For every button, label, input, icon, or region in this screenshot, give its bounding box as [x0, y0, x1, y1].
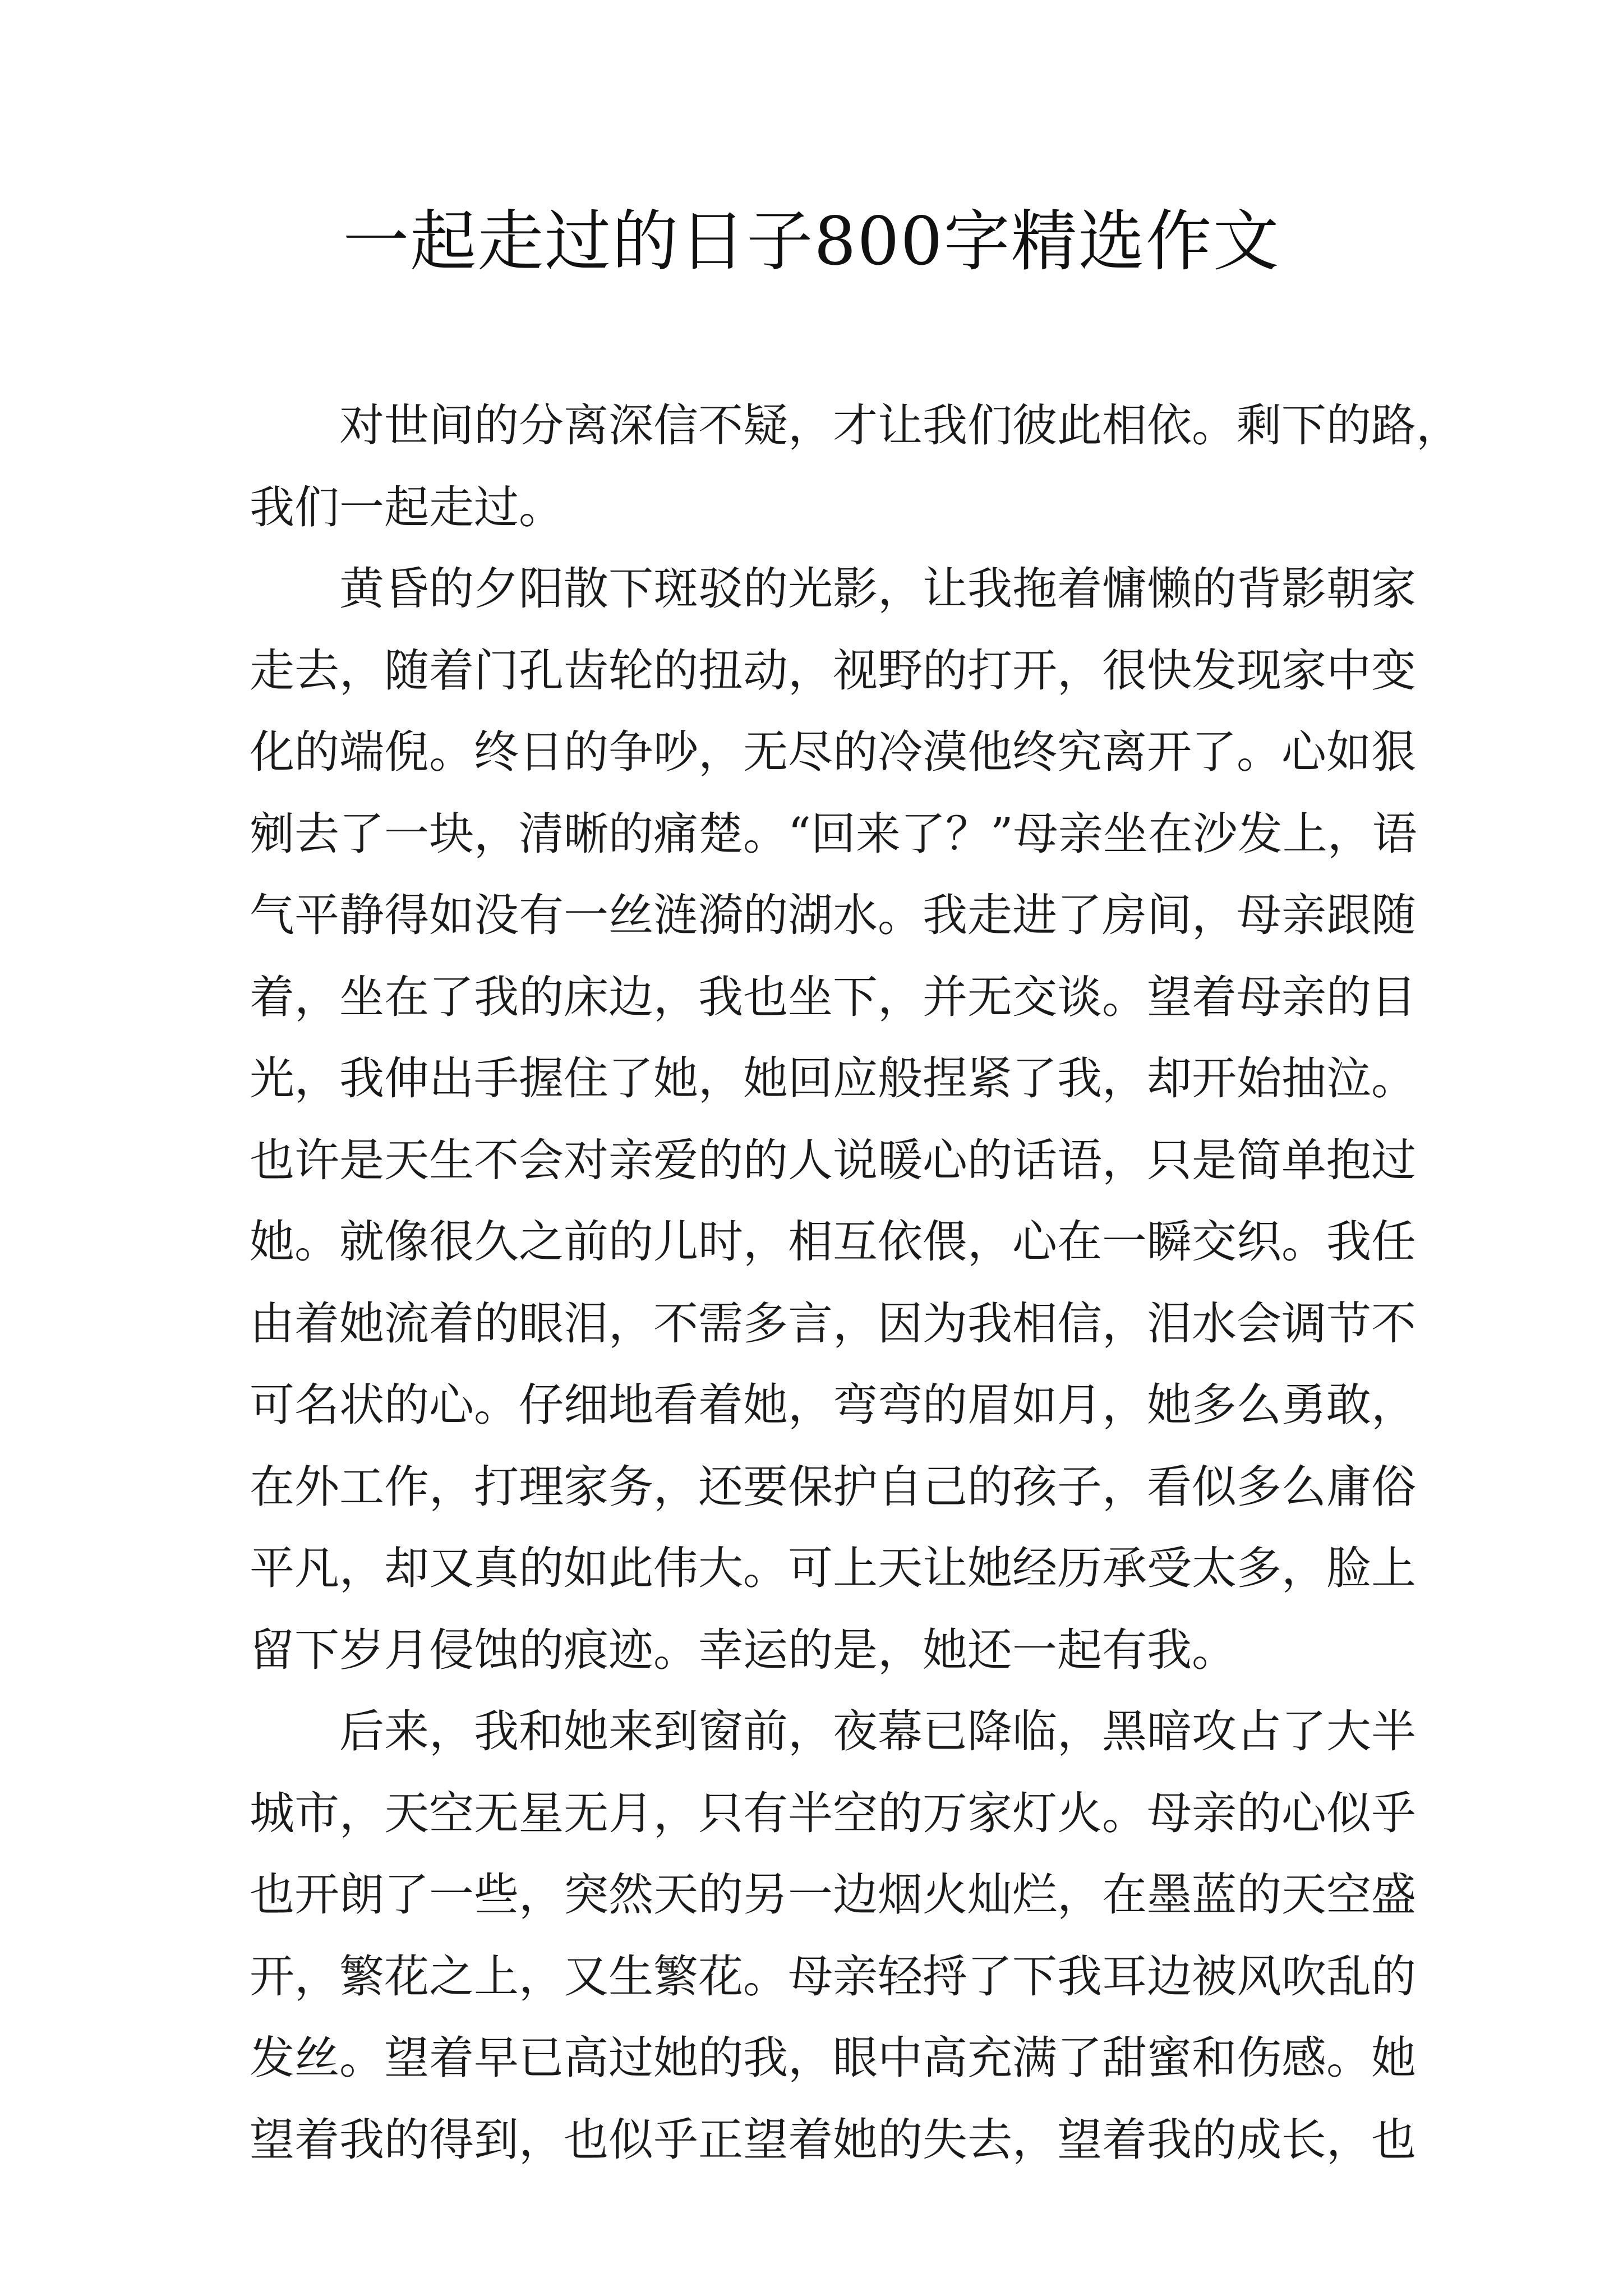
paragraph-line: 开，繁花之上，又生繁花。母亲轻捋了下我耳边被风吹乱的: [250, 1950, 1416, 2003]
paragraph-line: 她。就像很久之前的儿时，相互依偎，心在一瞬交织。我任: [250, 1216, 1416, 1268]
paragraph-line: 化的端倪。终日的争吵，无尽的冷漠他终究离开了。心如狠: [250, 726, 1416, 778]
paragraph-line: 留下岁月侵蚀的痕迹。幸运的是，她还一起有我。: [250, 1623, 1237, 1676]
document-body: [250, 385, 1461, 2180]
paragraph-line: 也许是天生不会对亲爱的的人说暖心的话语，只是简单抱过: [250, 1134, 1416, 1186]
paragraph-line: 发丝。望着早已高过她的我，眼中高充满了甜蜜和伤感。她: [250, 2032, 1416, 2084]
paragraph-line: 走去，随着门孔齿轮的扭动，视野的打开，很快发现家中变: [250, 644, 1416, 697]
paragraph-line: 望着我的得到，也似乎正望着她的失去，望着我的成长，也: [250, 2113, 1416, 2166]
paragraph-line: 剜去了一块，清晰的痛楚。“回来了？”母亲坐在沙发上，语: [250, 807, 1417, 860]
paragraph-line: 在外工作，打理家务，还要保护自己的孩子，看似多么庸俗: [250, 1460, 1416, 1513]
paragraph-line: 可名状的心。仔细地看着她，弯弯的眉如月，她多么勇敢，: [250, 1379, 1416, 1431]
paragraph-line: 对世间的分离深信不疑，才让我们彼此相依。剩下的路，: [339, 399, 1461, 452]
paragraph-line: 着，坐在了我的床边，我也坐下，并无交谈。望着母亲的目: [250, 970, 1416, 1023]
paragraph-line: 后来，我和她来到窗前，夜幕已降临，黑暗攻占了大半: [339, 1705, 1416, 1757]
paragraph-line: 也开朗了一些，突然天的另一边烟火灿烂，在墨蓝的天空盛: [250, 1869, 1416, 1921]
paragraph-line: 城市，天空无星无月，只有半空的万家灯火。母亲的心似乎: [250, 1787, 1416, 1839]
paragraph-line: 光，我伸出手握住了她，她回应般捏紧了我，却开始抽泣。: [250, 1052, 1416, 1105]
paragraph-line: 平凡，却又真的如此伟大。可上天让她经历承受太多，脸上: [250, 1542, 1416, 1594]
paragraph-line: 黄昏的夕阳散下斑驳的光影，让我拖着慵懒的背影朝家: [339, 563, 1416, 615]
paragraph-line: 我们一起走过。: [250, 481, 564, 533]
paragraph-line: 气平静得如没有一丝涟漪的湖水。我走进了房间，母亲跟随: [250, 889, 1416, 941]
document-title: 一起走过的日子800字精选作文: [343, 203, 1280, 280]
paragraph-line: 由着她流着的眼泪，不需多言，因为我相信，泪水会调节不: [250, 1297, 1416, 1350]
